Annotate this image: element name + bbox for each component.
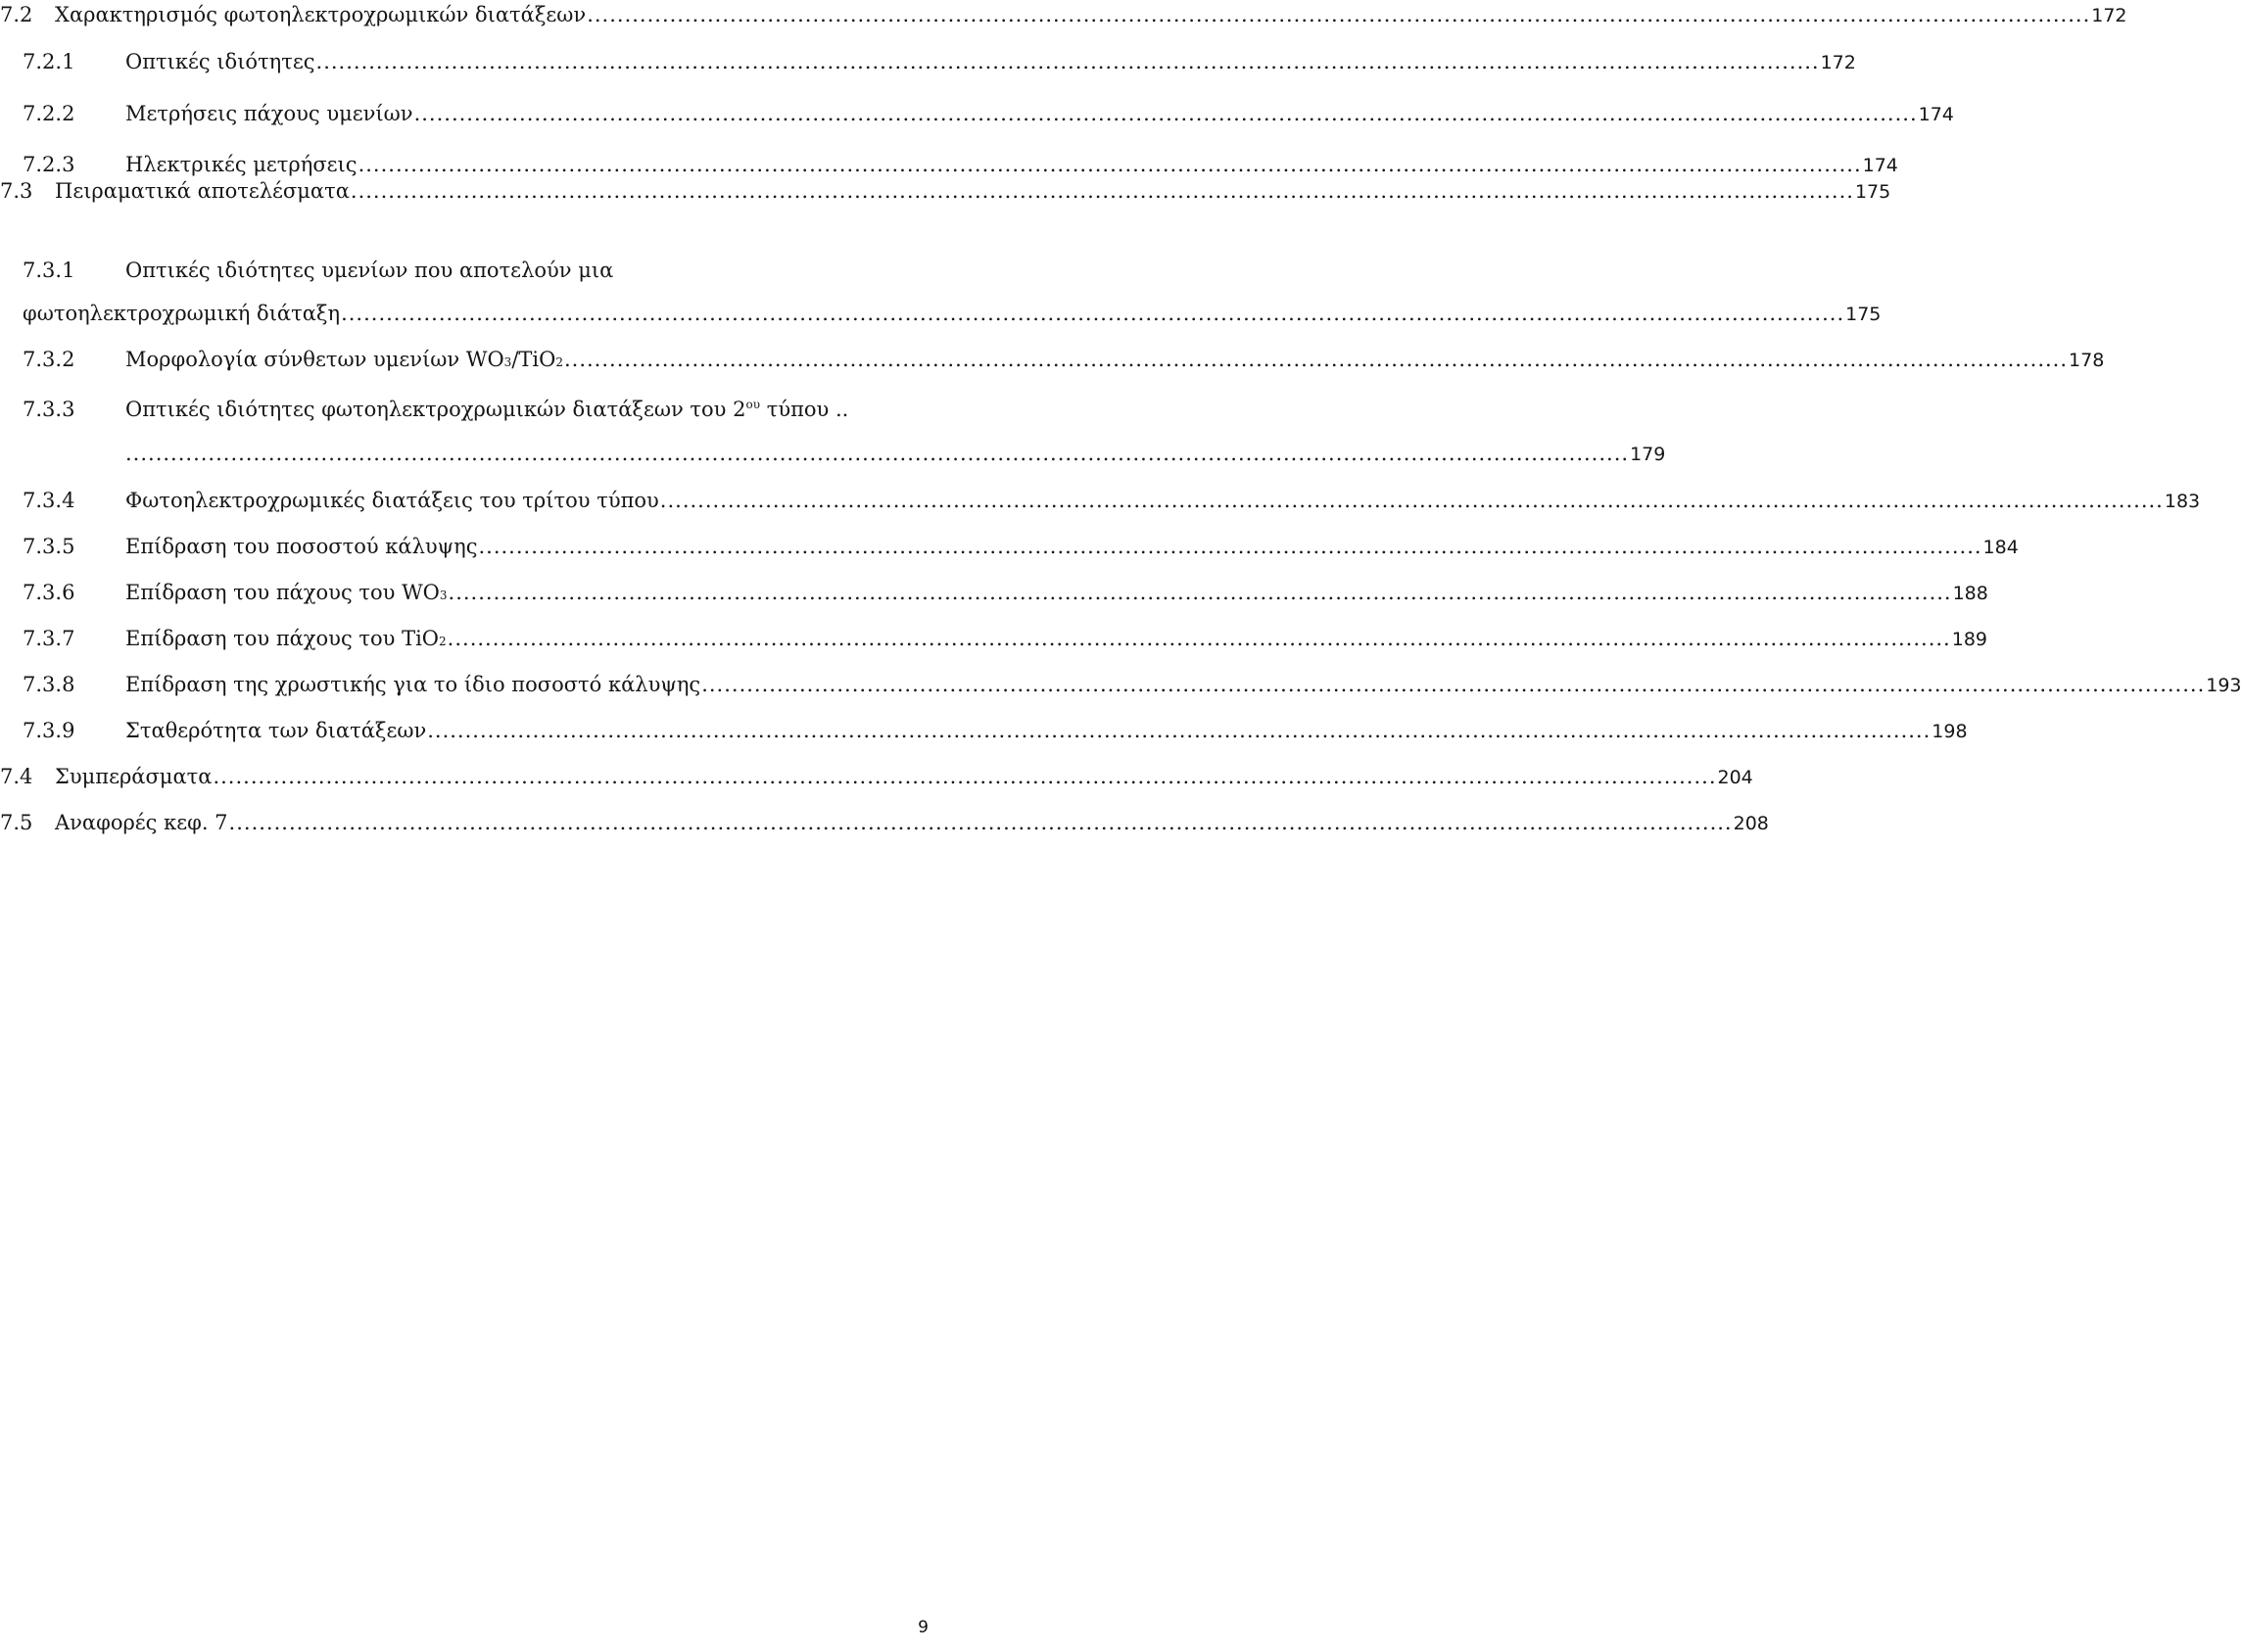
toc-entry-number: 7.3.8 bbox=[23, 673, 75, 696]
toc-entry-page: 189 bbox=[1951, 629, 1987, 650]
leader-dots: ........................................................................................................................................................................................................ bbox=[563, 348, 2069, 371]
toc-entry-title: Αναφορές κεφ. 7 bbox=[55, 811, 228, 834]
toc-entry[interactable] bbox=[0, 94, 1954, 133]
toc-entry-number: 7.3.7 bbox=[23, 627, 75, 650]
leader-dots: ........................................................................................................................................................................................................ bbox=[478, 535, 1982, 558]
leader-dots: ........................................................................................................................................................................................................ bbox=[315, 50, 1820, 73]
toc-entry-number: 7.5 bbox=[0, 811, 33, 834]
toc-entry-title: Οπτικές ιδιότητες bbox=[125, 50, 315, 73]
toc-entry-page: 172 bbox=[2091, 5, 2127, 26]
toc-entry-page: 179 bbox=[1630, 444, 1666, 465]
toc-entry-number: 7.2.2 bbox=[23, 102, 75, 125]
toc-entry-page: 184 bbox=[1982, 537, 2019, 558]
toc-entry-title: Επίδραση του πάχους του TiO2 bbox=[125, 627, 447, 650]
leader-dots: ........................................................................................................................................................................................................ bbox=[350, 179, 1854, 203]
toc-entry-page: 175 bbox=[1854, 181, 1891, 203]
toc-entry-title: Μετρήσεις πάχους υμενίων bbox=[125, 102, 413, 125]
toc-entry-number: 7.3.5 bbox=[23, 535, 75, 558]
page-number: 9 bbox=[918, 1618, 929, 1637]
toc-entry[interactable] bbox=[0, 481, 2201, 520]
toc-entry[interactable] bbox=[0, 251, 940, 290]
toc-entry-number: 7.3.4 bbox=[23, 489, 75, 512]
toc-entry-title: Οπτικές ιδιότητες υμενίων που αποτελούν μια bbox=[125, 259, 614, 282]
leader-dots: ........................................................................................................................................................................................................ bbox=[448, 581, 1952, 604]
toc-entry-page: 172 bbox=[1820, 52, 1856, 73]
leader-dots: ........................................................................................................................................................................................................ bbox=[427, 719, 1932, 742]
toc-entry-page: 193 bbox=[2206, 675, 2242, 696]
toc-entry-number: 7.3.1 bbox=[23, 259, 75, 282]
leader-dots: ........................................................................................................................................................................................................ bbox=[413, 102, 1918, 125]
toc-entry[interactable] bbox=[0, 171, 1891, 211]
toc-entry-title: Οπτικές ιδιότητες φωτοηλεκτροχρωμικών διατάξεων του $2^{o\upsilon}$ τύπου .. bbox=[125, 398, 849, 421]
toc-entry[interactable] bbox=[0, 619, 1987, 658]
leader-dots: ........................................................................................................................................................................................................ bbox=[587, 3, 2091, 26]
toc-entry-page: 175 bbox=[1845, 304, 1882, 325]
toc-entry-title: Μορφολογία σύνθετων υμενίων WO3/TiO2 bbox=[125, 348, 563, 371]
toc-entry-title: Φωτοηλεκτροχρωμικές διατάξεις του τρίτου τύπου bbox=[125, 489, 659, 512]
toc-entry[interactable] bbox=[0, 340, 2105, 379]
toc-entry-title: Ηλεκτρικές μετρήσεις bbox=[125, 153, 358, 176]
toc-entry-number: 7.4 bbox=[0, 765, 33, 788]
toc-entry-page: 178 bbox=[2069, 350, 2105, 371]
toc-entry-title: Σταθερότητα των διατάξεων bbox=[125, 719, 427, 742]
leader-dots: ........................................................................................................................................................................................................ bbox=[358, 153, 1862, 176]
toc-entry-page: 198 bbox=[1932, 721, 1968, 742]
toc-entry-number: 7.2.3 bbox=[23, 153, 75, 176]
leader-dots: ........................................................................................................................................................................................................ bbox=[659, 489, 2164, 512]
toc-entry-title: Επίδραση της χρωστικής για το ίδιο ποσοστό κάλυψης bbox=[125, 673, 701, 696]
toc-entry-number: 7.3.3 bbox=[23, 398, 75, 421]
leader-dots: ........................................................................................................................................................................................................ bbox=[228, 811, 1733, 834]
toc-entry-page: 204 bbox=[1717, 767, 1753, 788]
toc-entry[interactable] bbox=[0, 665, 2242, 704]
toc-entry-title: Συμπεράσματα bbox=[55, 765, 213, 788]
toc-entry-number: 7.3.6 bbox=[23, 581, 75, 604]
toc-entry-number: 7.3.2 bbox=[23, 348, 75, 371]
toc-entry[interactable] bbox=[0, 527, 2019, 566]
toc-entry[interactable] bbox=[0, 0, 2127, 34]
toc-entry-number: 7.2 bbox=[0, 3, 33, 26]
toc-entry[interactable] bbox=[0, 573, 1988, 612]
toc-entry-page: 174 bbox=[1918, 104, 1954, 125]
toc-entry-title: Πειραματικά αποτελέσματα bbox=[55, 179, 350, 203]
toc-entry-number: 7.2.1 bbox=[23, 50, 75, 73]
toc-entry-title: Χαρακτηρισμός φωτοηλεκτροχρωμικών διατάξεων bbox=[55, 3, 587, 26]
toc-entry-page: 208 bbox=[1733, 813, 1769, 834]
toc-entry-title: Επίδραση του πάχους του WO3 bbox=[125, 581, 448, 604]
toc-entry[interactable] bbox=[0, 390, 940, 429]
leader-dots: ........................................................................................................................................................................................................ bbox=[701, 673, 2206, 696]
toc-entry[interactable] bbox=[0, 42, 1856, 81]
leader-dots: ........................................................................................................................................................................................................ bbox=[125, 442, 1630, 465]
toc-entry[interactable] bbox=[0, 803, 1769, 842]
toc-entry-page: 188 bbox=[1952, 583, 1988, 604]
toc-entry-page: 174 bbox=[1862, 155, 1898, 176]
toc-entry-number: 7.3 bbox=[0, 179, 33, 203]
toc-entry-page: 183 bbox=[2164, 491, 2201, 512]
toc-entry[interactable] bbox=[0, 757, 1753, 796]
toc-entry[interactable] bbox=[0, 711, 1968, 750]
toc-entry-number: 7.3.9 bbox=[23, 719, 75, 742]
toc-entry-continuation[interactable] bbox=[0, 434, 1666, 473]
leader-dots: ........................................................................................................................................................................................................ bbox=[213, 765, 1717, 788]
toc-entry-continuation[interactable] bbox=[0, 294, 1882, 333]
leader-dots: ........................................................................................................................................................................................................ bbox=[341, 302, 1845, 325]
leader-dots: ........................................................................................................................................................................................................ bbox=[447, 627, 1951, 650]
toc-entry-title: Επίδραση του ποσοστού κάλυψης bbox=[125, 535, 478, 558]
toc-entry-title-continuation: φωτοηλεκτροχρωμική διάταξη bbox=[23, 302, 341, 325]
